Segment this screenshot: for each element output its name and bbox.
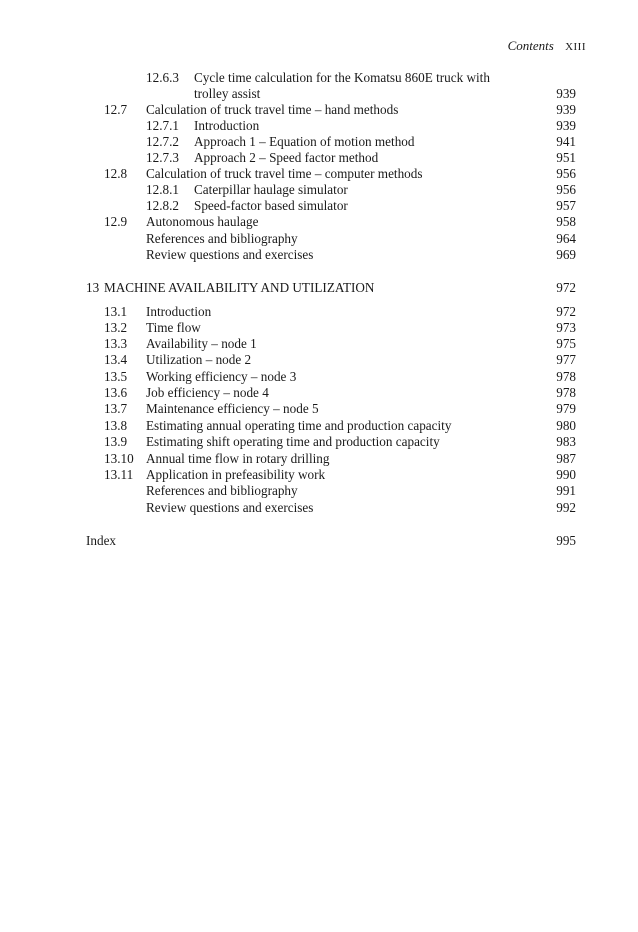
entry-title: Annual time flow in rotary drilling — [146, 451, 330, 466]
entry-page: 983 — [556, 434, 576, 449]
entry-title: Job efficiency – node 4 — [146, 385, 269, 400]
entry-page: 964 — [556, 231, 576, 246]
entry-number: 13.1 — [104, 304, 128, 319]
entry-page: 956 — [556, 182, 576, 197]
entry-number: 13.5 — [104, 369, 128, 384]
entry-page: 978 — [556, 385, 576, 400]
entry-title: Estimating annual operating time and production capacity — [146, 418, 452, 433]
entry-title: Time flow — [146, 320, 201, 335]
entry-page: 995 — [556, 533, 576, 548]
entry-title: Approach 2 – Speed factor method — [194, 150, 379, 165]
entry-page: 972 — [556, 304, 576, 319]
entry-title: Review questions and exercises — [146, 247, 314, 262]
entry-page: 975 — [556, 336, 576, 351]
entry-page: 987 — [556, 451, 576, 466]
entry-title: Estimating shift operating time and production capacity — [146, 434, 440, 449]
entry-number: 12.7.3 — [146, 150, 179, 165]
entry-number: 13.8 — [104, 418, 128, 433]
entry-number: 12.8.2 — [146, 198, 179, 213]
entry-page: 990 — [556, 467, 576, 482]
entry-title: Calculation of truck travel time – computer methods — [146, 166, 423, 181]
header-page-number: XIII — [565, 41, 586, 53]
entry-title: Autonomous haulage — [146, 214, 259, 229]
entry-number: 12.6.3 — [146, 70, 179, 85]
entry-page: 957 — [556, 198, 576, 213]
entry-page: 951 — [556, 150, 576, 165]
entry-number: 13.6 — [104, 385, 128, 400]
entry-page: 958 — [556, 214, 576, 229]
entry-number: 13.7 — [104, 401, 128, 416]
entry-page: 979 — [556, 401, 576, 416]
entry-title: Application in prefeasibility work — [146, 467, 326, 482]
entry-number: 12.9 — [104, 214, 128, 229]
entry-title: Utilization – node 2 — [146, 352, 252, 367]
header-title: Contents — [507, 38, 554, 53]
entry-page: 978 — [556, 369, 576, 384]
entry-title: Cycle time calculation for the Komatsu 860E truck with — [194, 70, 490, 85]
entry-title: References and bibliography — [146, 483, 298, 498]
entry-title: Maintenance efficiency – node 5 — [146, 401, 319, 416]
entry-number: 12.8.1 — [146, 182, 179, 197]
entry-page: 977 — [556, 352, 576, 367]
entry-number: 12.7 — [104, 102, 128, 117]
entry-number: 13.9 — [104, 434, 128, 449]
entry-page: 969 — [556, 247, 576, 262]
entry-page: 941 — [556, 134, 576, 149]
entry-page: 973 — [556, 320, 576, 335]
entry-title: Caterpillar haulage simulator — [194, 182, 348, 197]
entry-page: 991 — [556, 483, 576, 498]
entry-number: 13.3 — [104, 336, 128, 351]
index-title: Index — [86, 533, 117, 548]
entry-title: trolley assist — [194, 86, 261, 101]
entry-title: Calculation of truck travel time – hand methods — [146, 102, 399, 117]
entry-title: Speed-factor based simulator — [194, 198, 348, 213]
entry-title: Review questions and exercises — [146, 500, 314, 515]
entry-number: 12.8 — [104, 166, 128, 181]
entry-page: 956 — [556, 166, 576, 181]
entry-page: 939 — [556, 86, 576, 101]
entry-number: 12.7.1 — [146, 118, 179, 133]
entry-page: 939 — [556, 118, 576, 133]
entry-title: Introduction — [146, 304, 212, 319]
entry-page: 992 — [556, 500, 576, 515]
entry-title: Working efficiency – node 3 — [146, 369, 297, 384]
entry-title: Approach 1 – Equation of motion method — [194, 134, 415, 149]
entry-number: 13.4 — [104, 352, 128, 367]
entry-number: 13.10 — [104, 451, 134, 466]
entry-title: Introduction — [194, 118, 260, 133]
entry-page: 980 — [556, 418, 576, 433]
entry-page: 972 — [556, 280, 576, 295]
chapter-number: 13 — [86, 280, 100, 295]
entry-number: 12.7.2 — [146, 134, 179, 149]
entry-number: 13.11 — [104, 467, 134, 482]
running-header — [508, 38, 586, 54]
entry-number: 13.2 — [104, 320, 128, 335]
entry-title: References and bibliography — [146, 231, 298, 246]
entry-page: 939 — [556, 102, 576, 117]
chapter-title: MACHINE AVAILABILITY AND UTILIZATION — [104, 280, 375, 295]
entry-title: Availability – node 1 — [146, 336, 257, 351]
